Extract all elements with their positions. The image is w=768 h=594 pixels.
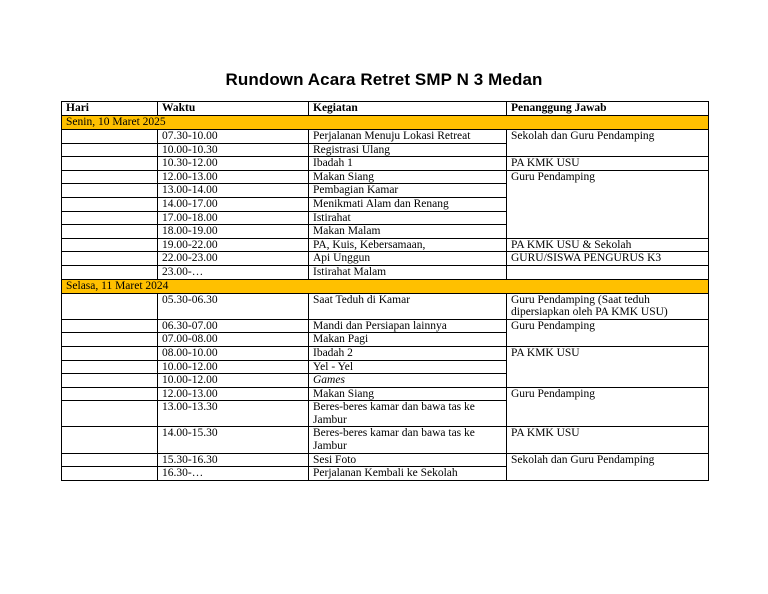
penanggung-cell: Guru Pendamping bbox=[507, 387, 709, 427]
kegiatan-cell: Saat Teduh di Kamar bbox=[309, 293, 507, 319]
kegiatan-cell: Istirahat Malam bbox=[309, 265, 507, 279]
table-row bbox=[62, 170, 709, 184]
waktu-cell: 14.00-15.30 bbox=[158, 427, 309, 453]
waktu-cell: 19.00-22.00 bbox=[158, 238, 309, 252]
hari-cell bbox=[62, 143, 158, 157]
table-row bbox=[62, 157, 709, 171]
hari-cell bbox=[62, 197, 158, 211]
penanggung-cell: Sekolah dan Guru Pendamping bbox=[507, 453, 709, 480]
waktu-cell: 23.00-… bbox=[158, 265, 309, 279]
waktu-cell: 15.30-16.30 bbox=[158, 453, 309, 467]
waktu-cell: 18.00-19.00 bbox=[158, 225, 309, 239]
hari-cell bbox=[62, 225, 158, 239]
table-row bbox=[62, 319, 709, 333]
header-hari: Hari bbox=[62, 102, 158, 116]
kegiatan-cell: Perjalanan Kembali ke Sekolah bbox=[309, 467, 507, 481]
day-label: Senin, 10 Maret 2025 bbox=[62, 116, 709, 130]
penanggung-cell bbox=[507, 265, 709, 279]
penanggung-cell: Guru Pendamping bbox=[507, 170, 709, 238]
kegiatan-cell: Registrasi Ulang bbox=[309, 143, 507, 157]
kegiatan-cell: Menikmati Alam dan Renang bbox=[309, 197, 507, 211]
kegiatan-cell: Istirahat bbox=[309, 211, 507, 225]
kegiatan-cell: Makan Pagi bbox=[309, 333, 507, 347]
hari-cell bbox=[62, 387, 158, 401]
hari-cell bbox=[62, 360, 158, 374]
hari-cell bbox=[62, 130, 158, 144]
document-title: Rundown Acara Retret SMP N 3 Medan bbox=[225, 70, 543, 89]
kegiatan-cell: Makan Malam bbox=[309, 225, 507, 239]
waktu-cell: 07.30-10.00 bbox=[158, 130, 309, 144]
table-row bbox=[62, 346, 709, 360]
waktu-cell: 07.00-08.00 bbox=[158, 333, 309, 347]
waktu-cell: 17.00-18.00 bbox=[158, 211, 309, 225]
kegiatan-cell: Sesi Foto bbox=[309, 453, 507, 467]
waktu-cell: 10.00-10.30 bbox=[158, 143, 309, 157]
hari-cell bbox=[62, 346, 158, 360]
hari-cell bbox=[62, 401, 158, 427]
kegiatan-cell: Makan Siang bbox=[309, 387, 507, 401]
waktu-cell: 05.30-06.30 bbox=[158, 293, 309, 319]
waktu-cell: 10.00-12.00 bbox=[158, 360, 309, 374]
hari-cell bbox=[62, 467, 158, 481]
hari-cell bbox=[62, 252, 158, 266]
hari-cell bbox=[62, 333, 158, 347]
kegiatan-cell: Api Unggun bbox=[309, 252, 507, 266]
hari-cell bbox=[62, 319, 158, 333]
hari-cell bbox=[62, 374, 158, 388]
penanggung-cell: PA KMK USU bbox=[507, 346, 709, 387]
kegiatan-cell: Mandi dan Persiapan lainnya bbox=[309, 319, 507, 333]
penanggung-cell: Guru Pendamping (Saat teduh dipersiapkan oleh PA KMK USU) bbox=[507, 293, 709, 319]
table-row bbox=[62, 387, 709, 401]
hari-cell bbox=[62, 238, 158, 252]
kegiatan-cell: Beres-beres kamar dan bawa tas ke Jambur bbox=[309, 427, 507, 453]
kegiatan-cell: Yel - Yel bbox=[309, 360, 507, 374]
table-row bbox=[62, 453, 709, 467]
kegiatan-cell: Beres-beres kamar dan bawa tas ke Jambur bbox=[309, 401, 507, 427]
kegiatan-cell: Makan Siang bbox=[309, 170, 507, 184]
rundown-table bbox=[61, 101, 709, 481]
table-row bbox=[62, 252, 709, 266]
table-row bbox=[62, 238, 709, 252]
penanggung-cell: PA KMK USU & Sekolah bbox=[507, 238, 709, 252]
header-waktu: Waktu bbox=[158, 102, 309, 116]
table-row bbox=[62, 427, 709, 453]
day-label: Selasa, 11 Maret 2024 bbox=[62, 279, 709, 293]
hari-cell bbox=[62, 427, 158, 453]
day-row-selasa bbox=[62, 279, 709, 293]
kegiatan-cell: Games bbox=[309, 374, 507, 388]
waktu-cell: 22.00-23.00 bbox=[158, 252, 309, 266]
hari-cell bbox=[62, 170, 158, 184]
table-row bbox=[62, 130, 709, 144]
hari-cell bbox=[62, 293, 158, 319]
waktu-cell: 13.00-13.30 bbox=[158, 401, 309, 427]
waktu-cell: 13.00-14.00 bbox=[158, 184, 309, 198]
hari-cell bbox=[62, 157, 158, 171]
penanggung-cell: PA KMK USU bbox=[507, 427, 709, 453]
kegiatan-cell: Perjalanan Menuju Lokasi Retreat bbox=[309, 130, 507, 144]
kegiatan-cell: Ibadah 1 bbox=[309, 157, 507, 171]
table-row bbox=[62, 293, 709, 319]
hari-cell bbox=[62, 184, 158, 198]
penanggung-cell: Sekolah dan Guru Pendamping bbox=[507, 130, 709, 157]
waktu-cell: 06.30-07.00 bbox=[158, 319, 309, 333]
waktu-cell: 12.00-13.00 bbox=[158, 387, 309, 401]
hari-cell bbox=[62, 453, 158, 467]
table-header-row bbox=[62, 102, 709, 116]
waktu-cell: 12.00-13.00 bbox=[158, 170, 309, 184]
day-row-senin bbox=[62, 116, 709, 130]
penanggung-cell: Guru Pendamping bbox=[507, 319, 709, 346]
waktu-cell: 08.00-10.00 bbox=[158, 346, 309, 360]
penanggung-cell: GURU/SISWA PENGURUS K3 bbox=[507, 252, 709, 266]
waktu-cell: 10.00-12.00 bbox=[158, 374, 309, 388]
kegiatan-cell: PA, Kuis, Kebersamaan, bbox=[309, 238, 507, 252]
penanggung-cell: PA KMK USU bbox=[507, 157, 709, 171]
hari-cell bbox=[62, 211, 158, 225]
waktu-cell: 16.30-… bbox=[158, 467, 309, 481]
waktu-cell: 10.30-12.00 bbox=[158, 157, 309, 171]
header-penanggung-jawab: Penanggung Jawab bbox=[507, 102, 709, 116]
waktu-cell: 14.00-17.00 bbox=[158, 197, 309, 211]
header-kegiatan: Kegiatan bbox=[309, 102, 507, 116]
hari-cell bbox=[62, 265, 158, 279]
kegiatan-cell: Ibadah 2 bbox=[309, 346, 507, 360]
table-row bbox=[62, 265, 709, 279]
kegiatan-cell: Pembagian Kamar bbox=[309, 184, 507, 198]
